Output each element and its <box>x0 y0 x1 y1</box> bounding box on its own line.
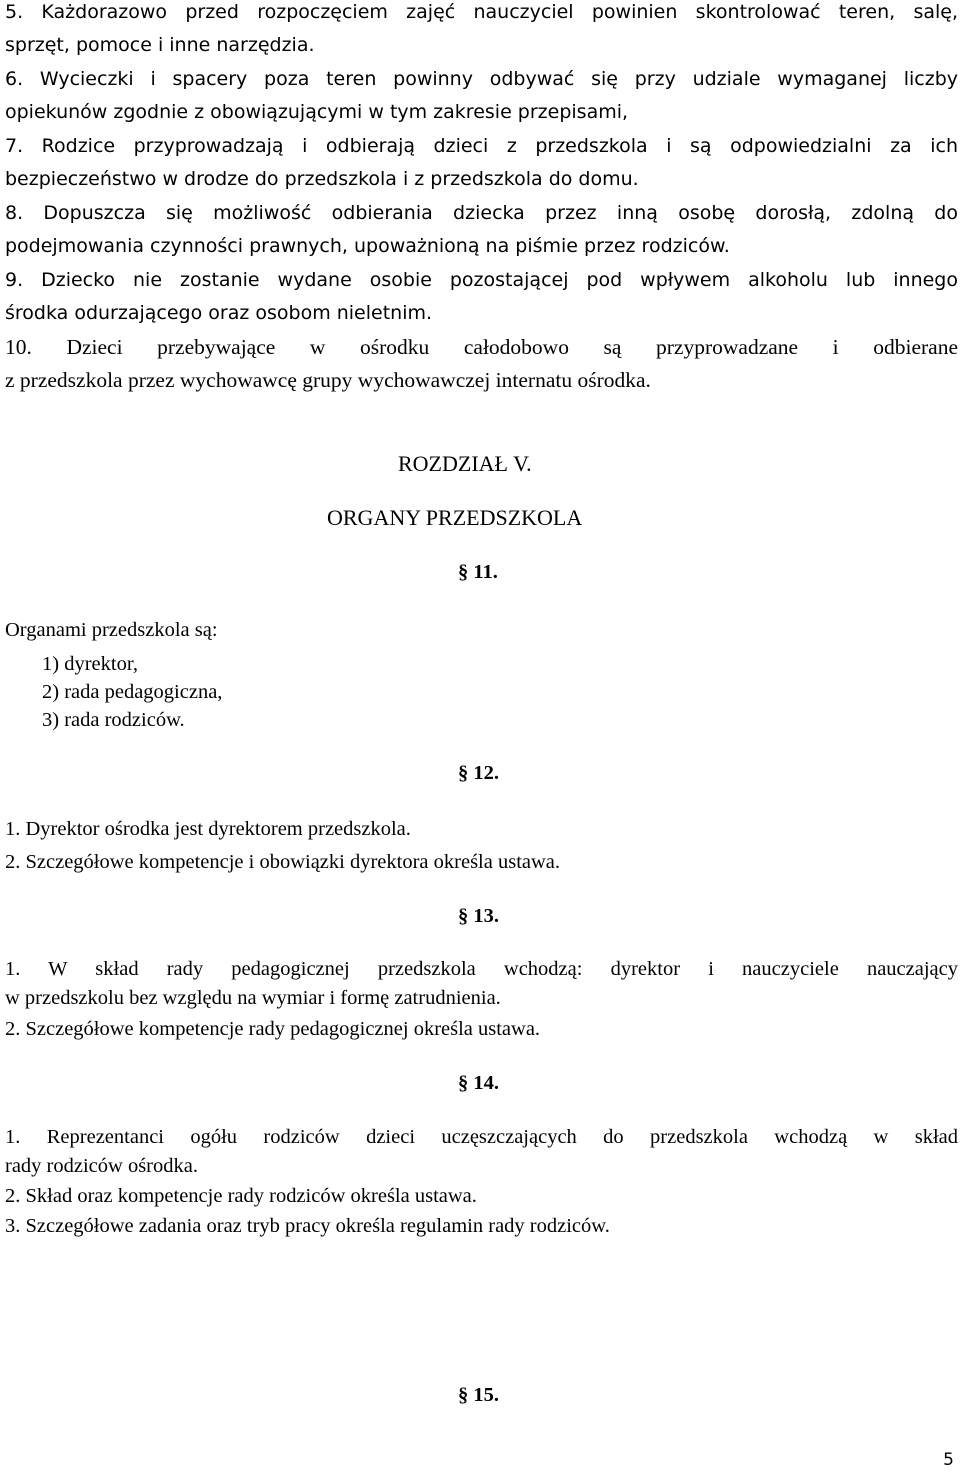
section-13-p1-line-1: 1. W skład rady pedagogicznej przedszkola wchodzą: dyrektor i nauczyciele nauczający <box>5 958 958 980</box>
chapter-number: ROZDZIAŁ V. <box>398 451 532 476</box>
rule-5 <box>5 0 958 62</box>
section-11-item-2: 2) rada pedagogiczna, <box>42 681 223 703</box>
section-12-line-2: 2. Szczegółowe kompetencje i obowiązki dyrektora określa ustawa. <box>5 851 561 873</box>
section-14-heading: § 14. <box>458 1072 499 1094</box>
rule-5-line-1: 5. Każdorazowo przed rozpoczęciem zajęć nauczyciel powinien skontrolować teren, salę, <box>5 1 958 23</box>
page-number: 5 <box>943 1450 954 1470</box>
rule-9-line-2: środka odurzającego oraz osobom nieletnim. <box>5 302 433 324</box>
rule-6-line-1: 6. Wycieczki i spacery poza teren powinny odbywać się przy udziale wymaganej liczby <box>5 68 958 90</box>
chapter-title: ORGANY PRZEDSZKOLA <box>327 505 583 530</box>
section-14-p1 <box>5 1123 958 1181</box>
section-11-intro <box>5 614 958 647</box>
section-12-body <box>5 813 958 879</box>
section-11-heading: § 11. <box>458 561 498 583</box>
section-14-p2 <box>5 1181 958 1211</box>
rule-6-line-2: opiekunów zgodnie z obowiązującymi w tym zakresie przepisami, <box>5 101 629 123</box>
rule-7 <box>5 130 958 196</box>
rule-8-line-2: podejmowania czynności prawnych, upoważnioną na piśmie przez rodziców. <box>5 235 730 257</box>
rule-9-line-1: 9. Dziecko nie zostanie wydane osobie pozostającej pod wpływem alkoholu lub innego <box>5 269 958 291</box>
section-14-p3-text: 3. Szczegółowe zadania oraz tryb pracy określa regulamin rady rodziców. <box>5 1215 610 1237</box>
section-11-item-1: 1) dyrektor, <box>42 653 138 675</box>
section-12-line-1: 1. Dyrektor ośrodka jest dyrektorem przedszkola. <box>5 818 411 840</box>
section-11-item-3: 3) rada rodziców. <box>42 709 185 731</box>
section-14-p3 <box>5 1211 958 1241</box>
section-13-p1-line-2: w przedszkolu bez względu na wymiar i formę zatrudnienia. <box>5 987 501 1009</box>
rule-8 <box>5 197 958 263</box>
rule-5-line-2: sprzęt, pomoce i inne narzędzia. <box>5 34 315 56</box>
rule-6 <box>5 63 958 129</box>
section-12-heading: § 12. <box>458 762 499 784</box>
section-13-heading: § 13. <box>458 905 499 927</box>
section-13-p1 <box>5 955 958 1013</box>
rule-10-line-1: 10. Dzieci przebywające w ośrodku całodobowo są przyprowadzane i odbierane <box>5 335 958 359</box>
section-14-p2-text: 2. Skład oraz kompetencje rady rodziców określa ustawa. <box>5 1185 477 1207</box>
section-14-p1-line-2: rady rodziców ośrodka. <box>5 1155 198 1177</box>
section-13-p2 <box>5 1014 958 1045</box>
rule-8-line-1: 8. Dopuszcza się możliwość odbierania dziecka przez inną osobę dorosłą, zdolną do <box>5 202 958 224</box>
rule-7-line-2: bezpieczeństwo w drodze do przedszkola i z przedszkola do domu. <box>5 168 639 190</box>
rule-10 <box>5 331 958 397</box>
section-14-p1-line-1: 1. Reprezentanci ogółu rodziców dzieci uczęszczających do przedszkola wchodzą w skład <box>5 1126 958 1148</box>
section-15-heading: § 15. <box>458 1384 499 1406</box>
section-13-p2-text: 2. Szczegółowe kompetencje rady pedagogicznej określa ustawa. <box>5 1018 541 1040</box>
section-11-intro-text: Organami przedszkola są: <box>5 619 218 641</box>
rule-10-line-2: z przedszkola przez wychowawcę grupy wychowawczej internatu ośrodka. <box>5 368 651 392</box>
rule-7-line-1: 7. Rodzice przyprowadzają i odbierają dzieci z przedszkola i są odpowiedzialni za ich <box>5 135 958 157</box>
rule-9 <box>5 264 958 330</box>
